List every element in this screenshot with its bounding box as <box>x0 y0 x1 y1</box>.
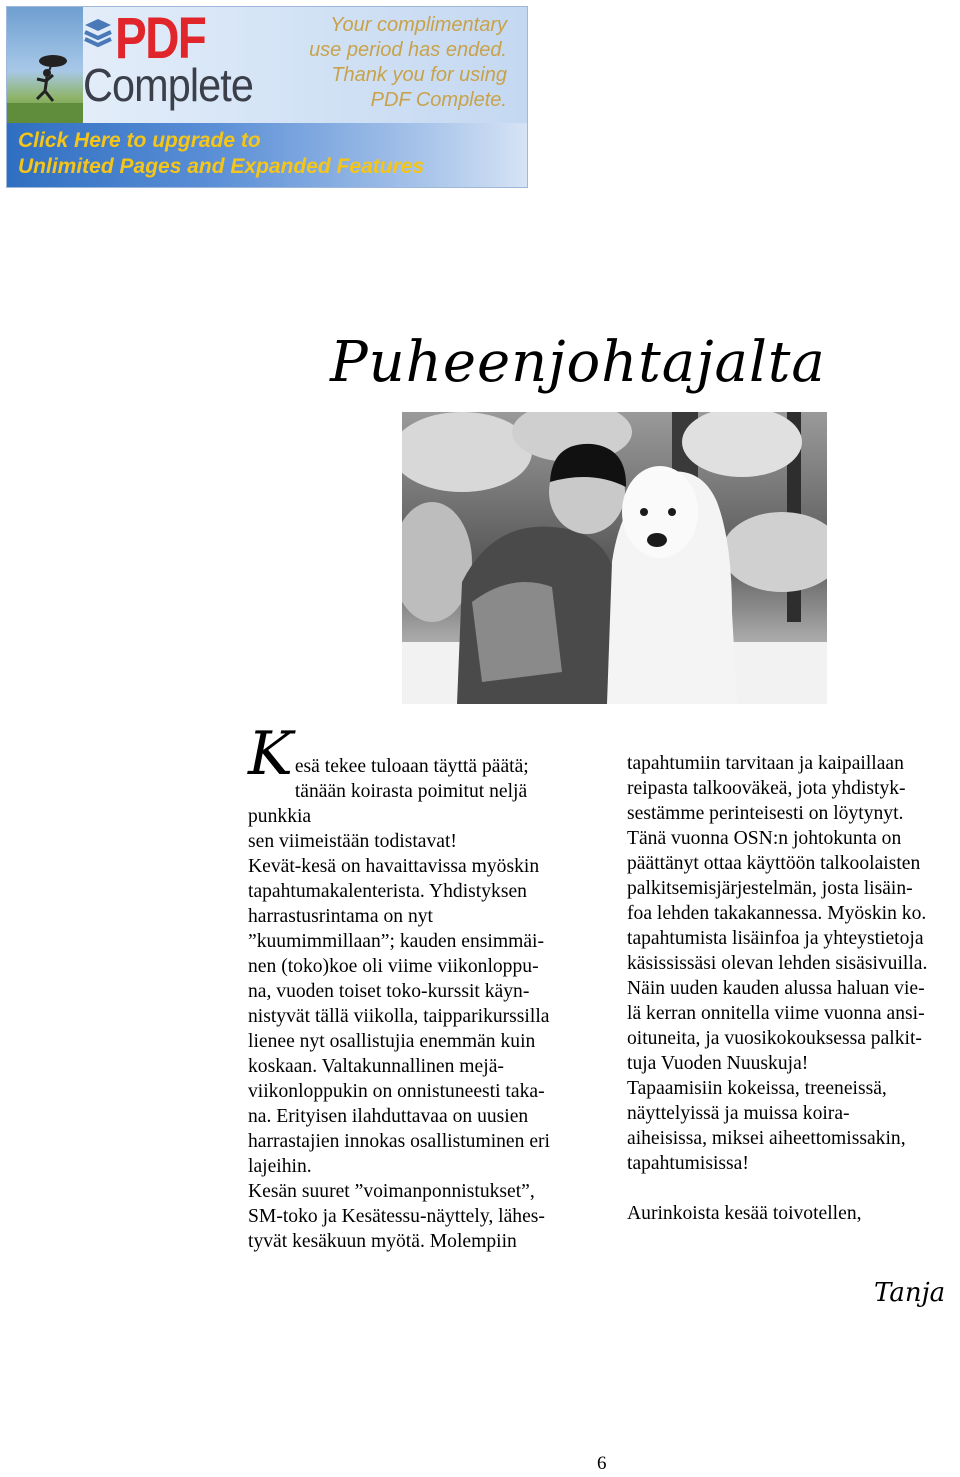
text-line: sestämme perinteisesti on löytynyt. <box>627 803 904 824</box>
text-line: na, vuoden toiset toko-kurssit käyn- <box>248 981 530 1002</box>
banner-upgrade-panel <box>7 123 528 188</box>
text-line: nen (toko)koe oli viime viikonloppu- <box>248 956 539 977</box>
text-line: Kesän suuret ”voimanponnistukset”, <box>248 1181 535 1202</box>
upgrade-link[interactable] <box>18 128 424 180</box>
drop-cap: K <box>248 719 293 789</box>
text-line: foa lehden takakannessa. Myöskin ko. <box>627 903 927 924</box>
first-line: esä tekee tuloaan täyttä päätä; <box>294 756 529 777</box>
woman-with-dog-photo <box>402 412 827 704</box>
text-line: näyttelyissä ja muissa koira- <box>627 1103 850 1124</box>
text-line: palkitsemisjärjestelmän, josta lisäin- <box>627 878 913 899</box>
upgrade-link-line: Click Here to upgrade to <box>18 129 261 152</box>
right-text-column <box>627 751 959 1226</box>
text-line: SM-toko ja Kesätessu-näyttely, lähes- <box>248 1206 545 1227</box>
closing-line: Aurinkoista kesää toivotellen, <box>627 1203 862 1224</box>
jumping-man-umbrella-icon <box>7 7 83 123</box>
text-line: harrastusrintama on nyt <box>248 906 434 927</box>
pdf-logo-icon <box>83 17 113 51</box>
text-line: tapahtumakalenterista. Yhdistyksen <box>248 881 527 902</box>
text-line: Tapaamisiin kokeissa, treeneissä, <box>627 1078 887 1099</box>
text-line: reipasta talkooväkeä, jota yhdistyk- <box>627 778 906 799</box>
text-line: aiheisissa, miksei aiheettomissakin, <box>627 1128 906 1149</box>
upgrade-link-line: Unlimited Pages and Expanded Features <box>18 155 425 178</box>
banner-top-panel <box>7 7 528 123</box>
text-line: tapahtumista lisäinfoa ja yhteystietoja <box>627 928 924 949</box>
trial-notice <box>309 13 507 113</box>
text-line: tapahtumisissa! <box>627 1153 749 1174</box>
signature: Tanja <box>874 1278 946 1308</box>
text-line: ”kuumimmillaan”; kauden ensimmäi- <box>248 931 545 952</box>
text-line: lajeihin. <box>248 1156 312 1177</box>
notice-line: Thank you for using <box>331 64 507 86</box>
text-line: nistyvät tällä viikolla, taipparikurssilla <box>248 1006 550 1027</box>
page-number: 6 <box>597 1453 607 1474</box>
text-line: tyvät kesäkuun myötä. Molempiin <box>248 1231 517 1252</box>
text-line: oituneita, ja vuosikokouksessa palkit- <box>627 1028 922 1049</box>
article-title: Puheenjohtajalta <box>330 330 826 395</box>
pdf-complete-banner <box>6 6 528 188</box>
text-line: na. Erityisen ilahduttavaa on uusien <box>248 1106 529 1127</box>
text-line: tuja Vuoden Nuuskuja! <box>627 1053 809 1074</box>
notice-line: PDF Complete. <box>370 89 507 111</box>
text-line: tapahtumiin tarvitaan ja kaipaillaan <box>627 753 904 774</box>
text-line: päättänyt ottaa käyttöön talkoolaisten <box>627 853 921 874</box>
text-line: koskaan. Valtakunnallinen mejä- <box>248 1056 504 1077</box>
text-line: sen viimeistään todistavat! <box>248 831 457 852</box>
notice-line: use period has ended. <box>309 39 507 61</box>
paragraph-gap <box>627 1176 959 1201</box>
notice-line: Your complimentary <box>330 14 507 36</box>
text-line: lä kerran onnitella viime vuonna ansi- <box>627 1003 925 1024</box>
text-line: viikonloppukin on onnistuneesti taka- <box>248 1081 545 1102</box>
text-line: Kevät-kesä on havaittavissa myöskin <box>248 856 540 877</box>
text-line: lienee nyt osallistujia enemmän kuin <box>248 1031 536 1052</box>
text-line: Tänä vuonna OSN:n johtokunta on <box>627 828 902 849</box>
text-line: harrastajien innokas osallistuminen eri <box>248 1131 550 1152</box>
pdf-logo-text: PDF <box>115 6 206 71</box>
text-line: tänään koirasta poimitut neljä punkkia <box>248 781 528 827</box>
complete-logo-text: Complete <box>83 59 253 111</box>
left-text-column <box>248 719 593 1254</box>
text-line: käsississäsi olevan lehden sisäsivuilla. <box>627 953 928 974</box>
text-line: Näin uuden kauden alussa haluan vie- <box>627 978 925 999</box>
